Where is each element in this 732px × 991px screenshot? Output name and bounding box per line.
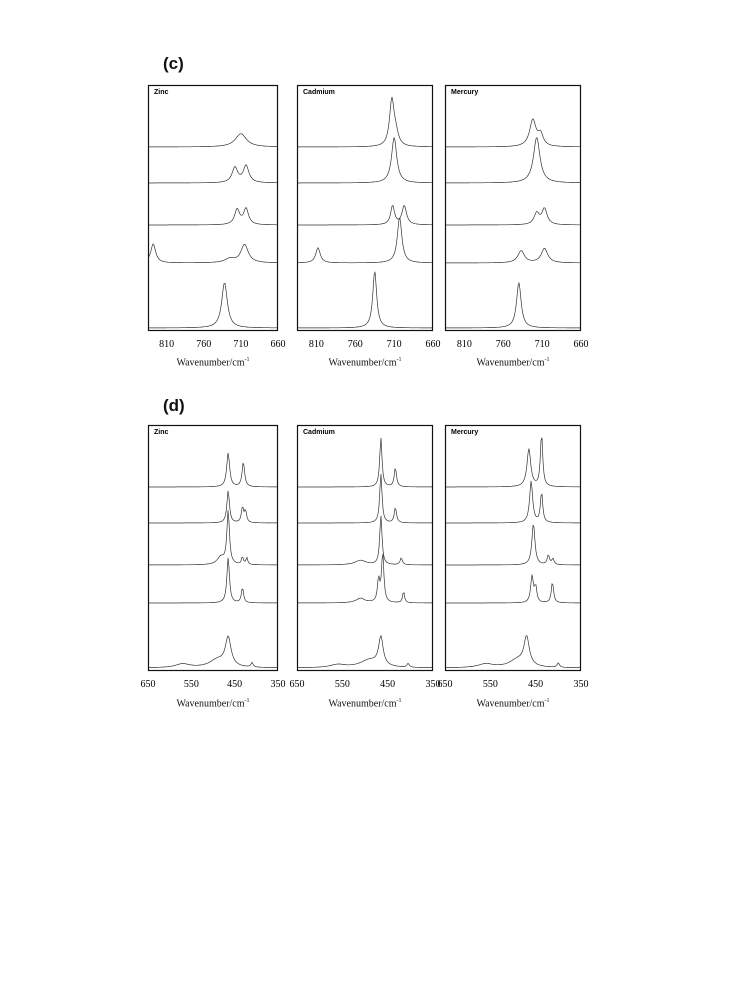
spectrum-line bbox=[298, 138, 432, 184]
spectrum-line bbox=[149, 491, 277, 523]
x-tick-label: 450 bbox=[227, 679, 243, 690]
spectrum-chart bbox=[148, 85, 286, 350]
x-tick-label: 660 bbox=[425, 339, 441, 350]
spectrum-line bbox=[149, 283, 277, 328]
spectrum-line bbox=[446, 438, 580, 487]
panel-title: Cadmium bbox=[303, 429, 335, 436]
spectrum-line bbox=[446, 119, 580, 147]
axis-title-d-cadmium: Wavenumber/$cm^{-1}$ bbox=[328, 698, 402, 710]
spectrum-line bbox=[298, 205, 432, 225]
plot-frame bbox=[298, 426, 433, 671]
x-tick-label: 710 bbox=[233, 339, 249, 350]
panel-title: Cadmium bbox=[303, 89, 335, 96]
spectrum-line bbox=[149, 510, 277, 565]
x-tick-label: 550 bbox=[334, 679, 350, 690]
x-tick-label: 760 bbox=[196, 339, 212, 350]
panel-d-cadmium bbox=[289, 425, 441, 690]
plot-frame bbox=[149, 86, 278, 331]
spectrum-line bbox=[149, 453, 277, 487]
axis-title-c-cadmium: Wavenumber/$cm^{-1}$ bbox=[328, 357, 402, 369]
plot-frame bbox=[446, 426, 581, 671]
x-tick-label: 710 bbox=[386, 339, 402, 350]
spectrum-line bbox=[298, 474, 432, 523]
plot-frame bbox=[298, 86, 433, 331]
axis-title-c-zinc: Wavenumber/$cm^{-1}$ bbox=[176, 357, 250, 369]
spectrum-line bbox=[446, 636, 580, 668]
x-tick-label: 650 bbox=[289, 679, 305, 690]
spectrum-line bbox=[298, 97, 432, 147]
section-label-c: (c) bbox=[163, 54, 184, 73]
panel-title: Zinc bbox=[154, 429, 169, 436]
panel-title: Mercury bbox=[451, 429, 479, 436]
x-tick-label: 350 bbox=[425, 679, 441, 690]
spectrum-chart bbox=[445, 85, 589, 350]
spectrum-line bbox=[446, 248, 580, 263]
spectrum-line bbox=[298, 272, 432, 328]
x-tick-label: 450 bbox=[528, 679, 544, 690]
spectrum-line bbox=[149, 208, 277, 226]
spectrum-line bbox=[149, 636, 277, 668]
x-tick-label: 450 bbox=[380, 679, 396, 690]
spectrum-line bbox=[446, 525, 580, 565]
spectrum-line bbox=[446, 283, 580, 328]
panel-d-mercury bbox=[437, 425, 589, 690]
spectrum-chart bbox=[289, 425, 441, 690]
x-tick-label: 550 bbox=[183, 679, 199, 690]
x-tick-label: 760 bbox=[347, 339, 363, 350]
spectrum-chart bbox=[437, 425, 589, 690]
spectrum-line bbox=[149, 244, 277, 263]
x-tick-label: 660 bbox=[573, 339, 589, 350]
x-tick-label: 660 bbox=[270, 339, 286, 350]
spectrum-line bbox=[149, 165, 277, 183]
plot-frame bbox=[446, 86, 581, 331]
x-tick-label: 650 bbox=[140, 679, 156, 690]
spectrum-line bbox=[298, 636, 432, 668]
x-tick-label: 710 bbox=[534, 339, 550, 350]
spectrum-line bbox=[446, 138, 580, 183]
panel-title: Mercury bbox=[451, 89, 479, 96]
x-tick-label: 810 bbox=[456, 339, 472, 350]
spectrum-chart bbox=[140, 425, 286, 690]
x-tick-label: 650 bbox=[437, 679, 453, 690]
axis-title-d-zinc: Wavenumber/$cm^{-1}$ bbox=[176, 698, 250, 710]
spectrum-line bbox=[149, 134, 277, 147]
axis-title-c-mercury: Wavenumber/$cm^{-1}$ bbox=[476, 357, 550, 369]
panel-c-cadmium bbox=[297, 85, 441, 350]
x-tick-label: 810 bbox=[159, 339, 175, 350]
spectrum-chart bbox=[297, 85, 441, 350]
section-label-d: (d) bbox=[163, 396, 185, 415]
panel-d-zinc bbox=[140, 425, 286, 690]
x-tick-label: 810 bbox=[308, 339, 324, 350]
spectrum-line bbox=[298, 438, 432, 487]
axis-title-d-mercury: Wavenumber/$cm^{-1}$ bbox=[476, 698, 550, 710]
spectrum-line bbox=[446, 208, 580, 225]
x-tick-label: 550 bbox=[482, 679, 498, 690]
plot-frame bbox=[149, 426, 278, 671]
x-tick-label: 350 bbox=[270, 679, 286, 690]
panel-title: Zinc bbox=[154, 89, 169, 96]
panel-c-zinc bbox=[148, 85, 286, 350]
x-tick-label: 760 bbox=[495, 339, 511, 350]
x-tick-label: 350 bbox=[573, 679, 589, 690]
spectrum-line bbox=[446, 575, 580, 604]
panel-c-mercury bbox=[445, 85, 589, 350]
